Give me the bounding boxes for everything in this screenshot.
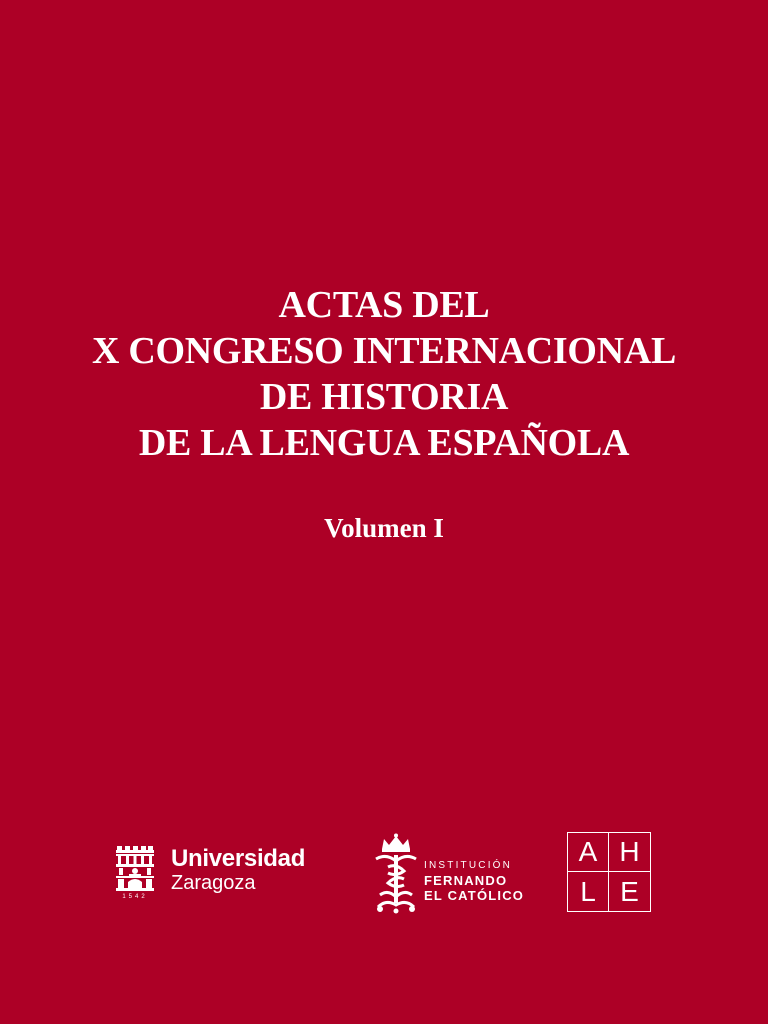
crowned-monogram-icon (372, 833, 420, 915)
founding-year: 1542 (122, 894, 148, 900)
institucion-fernando-el-catolico-logo (372, 833, 525, 915)
title-line-4: DE LA LENGUA ESPAÑOLA (138, 422, 630, 464)
ahle-letter-a: A (568, 833, 609, 872)
university-name: Universidad (171, 845, 306, 872)
title-line-1: ACTAS DEL (278, 284, 490, 326)
institucion-line-1: INSTITUCIÓN (424, 860, 513, 871)
ahle-logo (567, 832, 651, 912)
institucion-line-2: FERNANDO (424, 873, 508, 888)
title-line-3: DE HISTORIA (259, 376, 509, 418)
university-city: Zaragoza (171, 872, 256, 894)
universidad-zaragoza-logo (115, 845, 315, 903)
ahle-letter-l: L (568, 872, 609, 911)
institucion-line-3: EL CATÓLICO (424, 888, 525, 903)
ahle-letter-e: E (620, 875, 639, 907)
book-title (0, 282, 768, 466)
ahle-letter-h: H (609, 833, 650, 872)
institucion-text (424, 859, 524, 903)
volume-label: Volumen I (324, 513, 444, 543)
title-line-2: X CONGRESO INTERNACIONAL (92, 330, 676, 372)
